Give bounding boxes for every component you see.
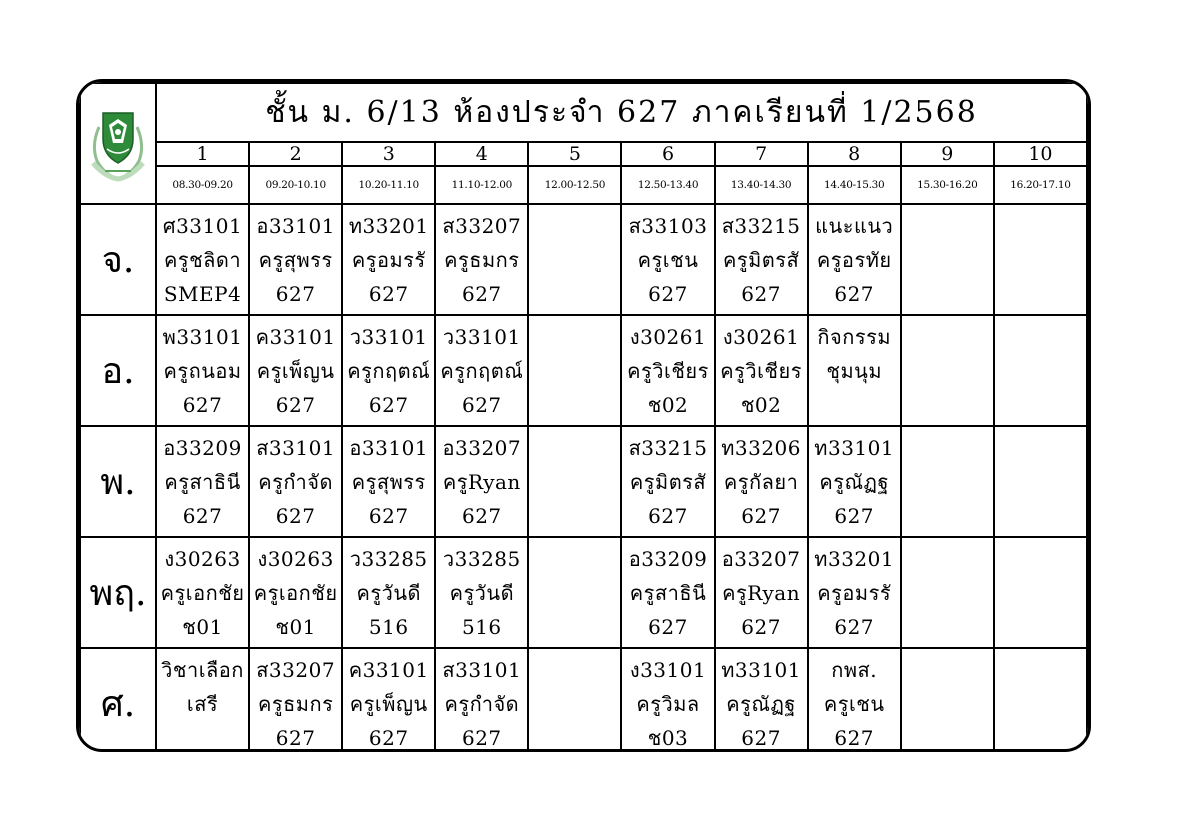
subject-code: ง30263 (257, 546, 334, 571)
room-label: 627 (648, 503, 688, 528)
teacher-name (995, 576, 1086, 610)
teacher-name: ครูอมรรั (817, 580, 892, 605)
room-label: 627 (741, 281, 781, 306)
period-number: 7 (715, 142, 808, 166)
subject-code (995, 320, 1086, 354)
teacher-name: ครูกัลยา (723, 469, 799, 494)
class-slot (621, 537, 714, 648)
class-slot (342, 648, 435, 752)
teacher-name: ครูกฤตณ์ (440, 358, 524, 383)
subject-code (995, 431, 1086, 465)
subject-code: ส33207 (442, 213, 522, 238)
subject-code: ท33201 (348, 213, 429, 238)
class-slot (249, 648, 342, 752)
day-label: พ. (80, 426, 156, 537)
subject-code (902, 653, 993, 687)
teacher-name: ครูสาธินี (164, 469, 241, 494)
class-slot (994, 537, 1087, 648)
room-label: 627 (368, 392, 409, 417)
room-label (995, 499, 1086, 533)
room-label (995, 610, 1086, 644)
room-label (809, 388, 900, 422)
class-slot (435, 204, 528, 315)
room-label (902, 610, 993, 644)
day-label: พฤ. (80, 537, 156, 648)
period-time: 13.40-14.30 (715, 166, 808, 204)
subject-code: ค33101 (348, 657, 429, 682)
subject-code: ส33207 (256, 657, 336, 682)
day-row (80, 315, 1087, 426)
class-slot (901, 537, 994, 648)
period-time: 11.10-12.00 (435, 166, 528, 204)
class-slot (249, 537, 342, 648)
room-label (902, 277, 993, 311)
subject-code: ท33101 (814, 435, 895, 460)
room-label (157, 721, 248, 753)
room-label: 627 (741, 725, 781, 750)
class-slot (808, 537, 901, 648)
subject-code: อ33101 (256, 213, 335, 238)
room-label (995, 277, 1086, 311)
class-slot (621, 204, 714, 315)
teacher-name: ครูกำจัด (444, 691, 520, 716)
room-label: 627 (834, 725, 875, 750)
room-label: 516 (368, 614, 409, 639)
subject-code: ว33285 (442, 546, 521, 571)
class-slot (435, 537, 528, 648)
class-slot (808, 204, 901, 315)
room-label: ช03 (647, 725, 689, 750)
class-slot (342, 315, 435, 426)
teacher-name: ครูธมกร (257, 691, 334, 716)
subject-code (529, 431, 620, 465)
subject-code: ง30263 (164, 546, 241, 571)
subject-code (902, 209, 993, 243)
period-number: 8 (808, 142, 901, 166)
class-slot (621, 315, 714, 426)
subject-code: วิชาเลือก (161, 657, 244, 682)
period-number: 5 (528, 142, 621, 166)
class-slot (808, 648, 901, 752)
room-label: ช02 (647, 392, 689, 417)
period-time: 10.20-11.10 (342, 166, 435, 204)
subject-code (995, 209, 1086, 243)
period-number: 10 (994, 142, 1087, 166)
room-label: SMEP4 (163, 281, 242, 306)
teacher-name (529, 243, 620, 277)
teacher-name (995, 243, 1086, 277)
class-slot (435, 426, 528, 537)
class-slot (156, 315, 249, 426)
room-label: 627 (741, 614, 781, 639)
class-slot (715, 315, 808, 426)
room-label: 627 (275, 503, 316, 528)
class-slot (528, 426, 621, 537)
subject-code: ค33101 (255, 324, 336, 349)
subject-code (529, 653, 620, 687)
class-slot (808, 426, 901, 537)
teacher-name: ครูอมรรั (351, 247, 426, 272)
period-time: 14.40-15.30 (808, 166, 901, 204)
teacher-name (995, 687, 1086, 721)
subject-code: พ33101 (162, 324, 243, 349)
teacher-name: ครูเพ็ญน (349, 691, 428, 716)
subject-code: ง30261 (629, 324, 707, 349)
subject-code (902, 320, 993, 354)
room-label: 627 (834, 614, 875, 639)
teacher-name: ครูวันดี (356, 580, 421, 605)
subject-code: ง30261 (722, 324, 800, 349)
subject-code: ว33101 (442, 324, 521, 349)
room-label: 627 (834, 503, 875, 528)
subject-code: อ33101 (349, 435, 429, 460)
room-label (995, 721, 1086, 753)
teacher-name: ครูเชน (637, 247, 699, 272)
day-row (80, 648, 1087, 752)
teacher-name: ครูอรทัย (816, 247, 892, 272)
subject-code (995, 542, 1086, 576)
teacher-name: ครูชลิดา (163, 247, 242, 272)
subject-code: อ33209 (628, 546, 708, 571)
room-label: 627 (741, 503, 781, 528)
period-number: 1 (156, 142, 249, 166)
room-label: 627 (368, 281, 409, 306)
class-slot (249, 315, 342, 426)
subject-code: ส33101 (256, 435, 336, 460)
day-row (80, 204, 1087, 315)
room-label: 516 (461, 614, 502, 639)
teacher-name: ครูวิเชียร (627, 358, 709, 383)
period-number: 3 (342, 142, 435, 166)
teacher-name: ครูณัฏฐ (819, 469, 890, 494)
day-label: อ. (80, 315, 156, 426)
day-row (80, 426, 1087, 537)
room-label: ช02 (740, 392, 782, 417)
teacher-name: ครูสุพรร (351, 469, 426, 494)
room-label: 627 (182, 392, 223, 417)
room-label (902, 499, 993, 533)
day-row (80, 537, 1087, 648)
timetable (79, 82, 1088, 752)
subject-code: ง33101 (629, 657, 707, 682)
class-slot (808, 315, 901, 426)
teacher-name: ครูถนอม (163, 358, 242, 383)
room-label: 627 (368, 503, 409, 528)
class-slot (435, 315, 528, 426)
room-label (529, 388, 620, 422)
room-label (902, 388, 993, 422)
teacher-name: ครูเชน (823, 691, 885, 716)
period-time: 09.20-10.10 (249, 166, 342, 204)
room-label: 627 (834, 281, 875, 306)
period-time: 08.30-09.20 (156, 166, 249, 204)
class-slot (249, 426, 342, 537)
subject-code (902, 431, 993, 465)
class-slot (901, 426, 994, 537)
room-label: 627 (461, 281, 502, 306)
teacher-name (902, 687, 993, 721)
class-slot (994, 315, 1087, 426)
teacher-name: ครูวิเชียร (720, 358, 802, 383)
room-label: 627 (182, 503, 223, 528)
subject-code (529, 320, 620, 354)
teacher-name (529, 576, 620, 610)
class-slot (156, 204, 249, 315)
teacher-name: ครูเอกชัย (253, 580, 338, 605)
teacher-name (902, 354, 993, 388)
teacher-name: ชุมนุม (826, 358, 883, 383)
subject-code: กพส. (831, 657, 878, 682)
teacher-name: ครูวิมล (636, 691, 700, 716)
period-number: 6 (621, 142, 714, 166)
class-slot (994, 648, 1087, 752)
class-slot (342, 204, 435, 315)
teacher-name: ครูRyan (442, 469, 521, 494)
room-label: ช01 (182, 614, 223, 639)
class-slot (156, 426, 249, 537)
day-label: จ. (80, 204, 156, 315)
subject-code: อ33207 (442, 435, 522, 460)
teacher-name: ครูกฤตณ์ (347, 358, 431, 383)
class-slot (621, 426, 714, 537)
room-label: 627 (461, 725, 502, 750)
room-label (529, 721, 620, 753)
teacher-name (995, 465, 1086, 499)
period-time: 12.00-12.50 (528, 166, 621, 204)
class-slot (621, 648, 714, 752)
class-slot (715, 648, 808, 752)
room-label (902, 721, 993, 753)
class-slot (715, 537, 808, 648)
teacher-name (529, 687, 620, 721)
subject-code: กิจกรรม (817, 324, 891, 349)
teacher-name (529, 354, 620, 388)
room-label: 627 (461, 503, 502, 528)
class-slot (435, 648, 528, 752)
room-label: 627 (648, 614, 688, 639)
teacher-name: ครูมิตรสั (722, 247, 800, 272)
teacher-name: ครูธมกร (444, 247, 520, 272)
day-label: ศ. (80, 648, 156, 752)
class-slot (528, 315, 621, 426)
subject-code: ศ33101 (162, 213, 243, 238)
teacher-name (995, 354, 1086, 388)
room-label: 627 (275, 725, 316, 750)
class-slot (528, 204, 621, 315)
teacher-name: ครูสุพรร (258, 247, 333, 272)
subject-code: ส33101 (442, 657, 522, 682)
school-logo (80, 83, 156, 204)
class-slot (715, 426, 808, 537)
class-slot (528, 537, 621, 648)
subject-code: ว33101 (349, 324, 428, 349)
teacher-name (902, 576, 993, 610)
class-slot (901, 204, 994, 315)
subject-code: ท33206 (721, 435, 802, 460)
subject-code: ส33215 (721, 213, 801, 238)
room-label: 627 (368, 725, 409, 750)
subject-code: อ33207 (721, 546, 801, 571)
teacher-name (902, 465, 993, 499)
room-label: 627 (648, 281, 688, 306)
page-title: ชั้น ม. 6/13 ห้องประจำ 627 ภาคเรียนที่ 1/2568 (156, 83, 1087, 142)
school-emblem-icon (85, 105, 151, 183)
class-slot (901, 315, 994, 426)
class-slot (994, 204, 1087, 315)
class-slot (342, 426, 435, 537)
teacher-name: ครูRyan (722, 580, 801, 605)
subject-code (902, 542, 993, 576)
teacher-name (529, 465, 620, 499)
class-slot (342, 537, 435, 648)
period-time: 12.50-13.40 (621, 166, 714, 204)
period-number: 2 (249, 142, 342, 166)
class-slot (994, 426, 1087, 537)
period-time: 15.30-16.20 (901, 166, 994, 204)
period-number: 9 (901, 142, 994, 166)
room-label (529, 610, 620, 644)
subject-code: ส33215 (628, 435, 708, 460)
teacher-name: ครูณัฏฐ (726, 691, 796, 716)
subject-code (529, 542, 620, 576)
subject-code (995, 653, 1086, 687)
teacher-name: ครูเพ็ญน (256, 358, 335, 383)
class-slot (156, 537, 249, 648)
teacher-name: เสรี (186, 691, 219, 716)
class-slot (249, 204, 342, 315)
period-time: 16.20-17.10 (994, 166, 1087, 204)
period-number: 4 (435, 142, 528, 166)
teacher-name: ครูสาธินี (629, 580, 707, 605)
room-label (529, 277, 620, 311)
subject-code (529, 209, 620, 243)
room-label: 627 (461, 392, 502, 417)
class-slot (715, 204, 808, 315)
room-label: 627 (275, 281, 316, 306)
class-slot (901, 648, 994, 752)
class-slot (156, 648, 249, 752)
teacher-name: ครูเอกชัย (160, 580, 245, 605)
subject-code: ท33101 (721, 657, 802, 682)
class-slot (528, 648, 621, 752)
subject-code: ท33201 (814, 546, 895, 571)
teacher-name: ครูวันดี (449, 580, 515, 605)
room-label (529, 499, 620, 533)
subject-code: ว33285 (349, 546, 428, 571)
timetable-frame (76, 79, 1091, 752)
teacher-name (902, 243, 993, 277)
room-label: ช01 (275, 614, 316, 639)
room-label: 627 (275, 392, 316, 417)
subject-code: อ33209 (163, 435, 242, 460)
room-label (995, 388, 1086, 422)
subject-code: แนะแนว (815, 213, 894, 238)
teacher-name: ครูมิตรสั (629, 469, 707, 494)
subject-code: ส33103 (628, 213, 708, 238)
teacher-name: ครูกำจัด (258, 469, 333, 494)
